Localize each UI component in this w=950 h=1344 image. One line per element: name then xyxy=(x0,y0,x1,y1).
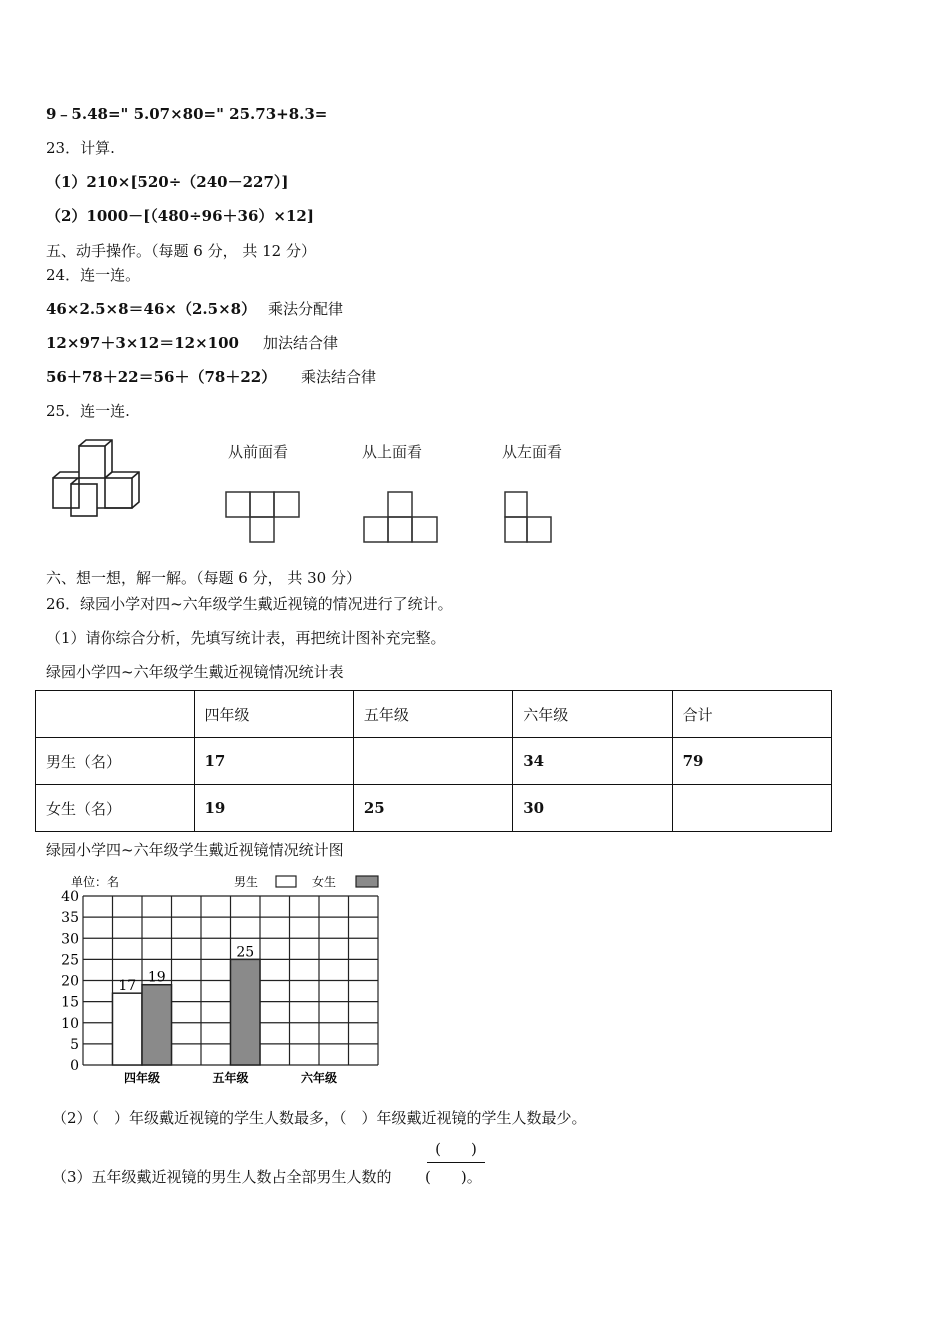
fraction-bar xyxy=(427,1162,485,1163)
table-row xyxy=(36,785,832,832)
view-label-front: 从前面看 xyxy=(228,443,289,461)
x-category-label: 四年级 xyxy=(123,1071,161,1085)
q26-part3: （3）五年级戴近视镜的男生人数占全部男生人数的 xyxy=(52,1168,392,1186)
table-cell-blank[interactable] xyxy=(672,785,831,832)
bar-data-label: 19 xyxy=(147,969,166,986)
table-cell: 79 xyxy=(672,738,831,785)
bar-girls xyxy=(142,985,172,1065)
legend-label-girls: 女生 xyxy=(312,875,337,889)
table-header-cell xyxy=(36,691,195,738)
y-tick-label: 5 xyxy=(70,1036,79,1053)
table-cell-blank[interactable] xyxy=(353,738,512,785)
chart-title: 绿园小学四~六年级学生戴近视镜情况统计图 xyxy=(46,841,344,859)
y-tick-label: 40 xyxy=(61,889,79,905)
q26-part2: （2）（ ）年级戴近视镜的学生人数最多，（ ）年级戴近视镜的学生人数最少。 xyxy=(52,1109,587,1127)
q23-part2: （2）1000－[（480÷96＋36）×12] xyxy=(46,207,314,225)
table-row xyxy=(36,738,832,785)
y-tick-label: 35 xyxy=(61,910,79,927)
q26-part1: （1）请你综合分析，先填写统计表，再把统计图补充完整。 xyxy=(46,629,446,647)
y-tick-label: 10 xyxy=(61,1015,79,1032)
y-tick-label: 0 xyxy=(70,1058,79,1074)
table-cell: 30 xyxy=(513,785,672,832)
y-tick-label: 20 xyxy=(61,973,79,990)
front-view-figure xyxy=(224,490,304,546)
cube-solid-figure xyxy=(48,438,148,522)
view-label-top: 从上面看 xyxy=(362,443,423,461)
x-category-label: 六年级 xyxy=(300,1071,338,1085)
bar-data-label: 25 xyxy=(236,944,255,961)
table-header-cell: 五年级 xyxy=(353,691,512,738)
q22-tail: 9﹣5.48=" 5.07×80=" 25.73+8.3= xyxy=(46,105,328,123)
table-row-label: 女生（名） xyxy=(36,785,195,832)
q24-law-2: 加法结合律 xyxy=(263,334,339,352)
table-header-cell: 四年级 xyxy=(194,691,353,738)
table-header-row xyxy=(36,691,832,738)
x-category-label: 五年级 xyxy=(212,1071,249,1085)
table-header-cell: 六年级 xyxy=(513,691,672,738)
top-view-figure xyxy=(362,490,442,546)
table-cell: 34 xyxy=(513,738,672,785)
legend-label-boys: 男生 xyxy=(234,875,259,889)
section-6-heading: 六、想一想，解一解。（每题 6 分， 共 30 分） xyxy=(46,569,361,587)
bar-boys xyxy=(113,993,143,1065)
left-view-figure xyxy=(502,490,558,546)
q24-law-1: 乘法分配律 xyxy=(268,300,344,318)
view-label-left: 从左面看 xyxy=(502,443,563,461)
bar-data-label: 17 xyxy=(118,978,137,995)
stat-table xyxy=(35,690,832,832)
y-tick-label: 15 xyxy=(61,994,79,1011)
bar-girls xyxy=(231,959,261,1065)
table-header-cell: 合计 xyxy=(672,691,831,738)
legend-swatch-boys xyxy=(276,876,296,887)
bar-chart xyxy=(40,868,400,1088)
section-5-heading: 五、动手操作。（每题 6 分， 共 12 分） xyxy=(46,242,316,260)
q24-law-3: 乘法结合律 xyxy=(301,368,377,386)
table-cell: 25 xyxy=(353,785,512,832)
q24-title: 24．连一连。 xyxy=(46,266,141,284)
q23-part1: （1）210×[520÷（240－227）] xyxy=(46,173,289,191)
q26-title: 26．绿园小学对四~六年级学生戴近视镜的情况进行了统计。 xyxy=(46,595,453,613)
fraction-denominator[interactable]: ( )。 xyxy=(425,1168,482,1186)
q24-expr-2: 12×97＋3×12＝12×100 xyxy=(46,334,239,352)
q24-expr-3: 56＋78＋22＝56＋（78＋22） xyxy=(46,368,277,386)
unit-label: 单位：名 xyxy=(71,875,120,889)
y-tick-label: 30 xyxy=(61,931,79,948)
q24-expr-1: 46×2.5×8＝46×（2.5×8） xyxy=(46,300,257,318)
q25-title: 25．连一连. xyxy=(46,402,130,420)
table-cell: 17 xyxy=(194,738,353,785)
table-cell: 19 xyxy=(194,785,353,832)
stat-table-title: 绿园小学四~六年级学生戴近视镜情况统计表 xyxy=(46,663,344,681)
q23-title: 23．计算. xyxy=(46,139,115,157)
table-row-label: 男生（名） xyxy=(36,738,195,785)
fraction-numerator[interactable]: ( ) xyxy=(435,1140,477,1158)
y-tick-label: 25 xyxy=(61,952,79,969)
legend-swatch-girls xyxy=(356,876,378,887)
